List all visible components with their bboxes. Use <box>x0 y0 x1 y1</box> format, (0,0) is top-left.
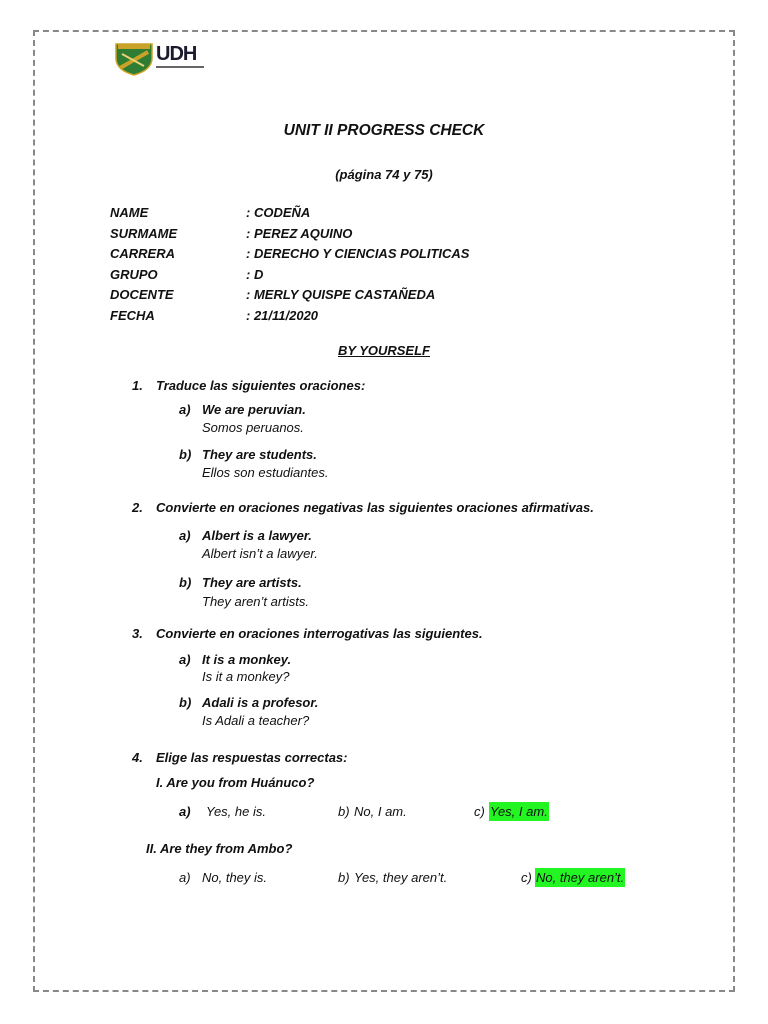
item-prompt: We are peruvian. <box>202 402 306 417</box>
sub-question: II. Are they from Ambo? <box>146 841 293 856</box>
item-letter: b) <box>179 447 192 462</box>
info-label: CARRERA <box>110 246 175 261</box>
section-title-text: BY YOURSELF <box>338 343 430 358</box>
question-number: 3. <box>132 626 143 641</box>
option-text: Yes, he is. <box>206 804 266 819</box>
option-letter: a) <box>179 870 191 885</box>
item-answer: Albert isn’t a lawyer. <box>202 546 318 561</box>
item-answer: Somos peruanos. <box>202 420 304 435</box>
info-label: FECHA <box>110 308 155 323</box>
item-letter: a) <box>179 652 191 667</box>
item-prompt: They are students. <box>202 447 317 462</box>
info-label: DOCENTE <box>110 287 174 302</box>
logo-text: UDH <box>156 43 197 65</box>
item-letter: a) <box>179 528 191 543</box>
page-subtitle: (página 74 y 75) <box>335 167 433 182</box>
item-answer: Is it a monkey? <box>202 669 290 684</box>
info-label: SURMAME <box>110 226 178 241</box>
question-number: 4. <box>132 750 143 765</box>
option-text: No, I am. <box>354 804 407 819</box>
item-answer: Ellos son estudiantes. <box>202 465 329 480</box>
item-letter: a) <box>179 402 191 417</box>
sub-question: I. Are you from Huánuco? <box>156 775 315 790</box>
option-letter: b) <box>338 804 350 819</box>
option-letter: c) <box>474 804 485 819</box>
question-text: Convierte en oraciones negativas las siguientes oraciones afirmativas. <box>156 500 594 515</box>
option-text: Yes, they aren’t. <box>354 870 448 885</box>
item-prompt: It is a monkey. <box>202 652 292 667</box>
info-label: NAME <box>110 205 149 220</box>
page-title: UNIT II PROGRESS CHECK <box>283 122 485 139</box>
item-letter: b) <box>179 695 192 710</box>
question-number: 2. <box>132 500 143 515</box>
university-logo <box>114 42 206 76</box>
info-value: : DERECHO Y CIENCIAS POLITICAS <box>246 246 470 261</box>
info-value: : PEREZ AQUINO <box>246 226 353 241</box>
option-letter: c) <box>521 870 532 885</box>
question-text: Elige las respuestas correctas: <box>156 750 348 765</box>
item-prompt: They are artists. <box>202 575 302 590</box>
selected-answer-highlight: No, they aren’t. <box>536 870 625 885</box>
section-title <box>0 343 768 358</box>
info-value: : MERLY QUISPE CASTAÑEDA <box>246 287 436 302</box>
item-answer: Is Adali a teacher? <box>202 713 310 728</box>
selected-answer-highlight: Yes, I am. <box>490 804 548 819</box>
option-letter: a) <box>179 804 191 819</box>
info-value: : 21/11/2020 <box>246 308 319 323</box>
question-text: Convierte en oraciones interrogativas las siguientes. <box>156 626 483 641</box>
logo-tagline-line <box>156 66 204 68</box>
item-answer: They aren’t artists. <box>202 594 309 609</box>
item-prompt: Adali is a profesor. <box>202 695 319 710</box>
option-text: No, they is. <box>202 870 268 885</box>
info-label: GRUPO <box>110 267 158 282</box>
info-value: : D <box>246 267 264 282</box>
info-value: : CODEÑA <box>246 205 311 220</box>
question-number: 1. <box>132 378 143 393</box>
item-letter: b) <box>179 575 192 590</box>
option-letter: b) <box>338 870 350 885</box>
item-prompt: Albert is a lawyer. <box>202 528 312 543</box>
question-text: Traduce las siguientes oraciones: <box>156 378 366 393</box>
